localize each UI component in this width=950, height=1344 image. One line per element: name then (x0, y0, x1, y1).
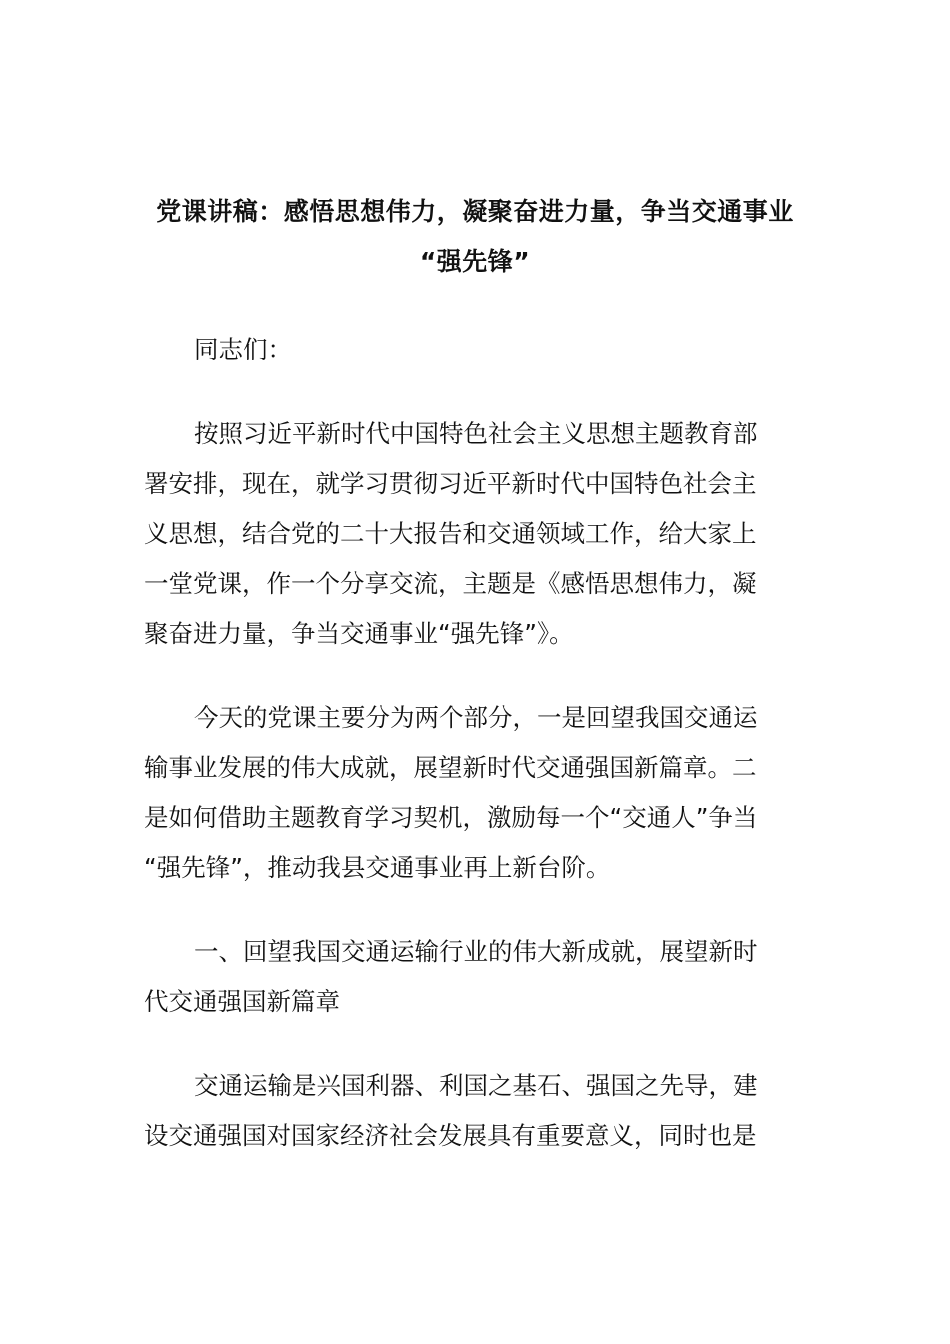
salutation-text: 同志们： (194, 335, 292, 364)
paragraph-line: 署安排，现在，就学习贯彻习近平新时代中国特色社会主 (144, 469, 757, 498)
document-title-line-2: “强先锋” (419, 247, 531, 276)
paragraph-line: 交通运输是兴国利器、利国之基石、强国之先导，建 (194, 1071, 758, 1100)
section-heading-1 (144, 927, 794, 1027)
paragraph-intro (144, 409, 794, 659)
paragraph-line: 按照习近平新时代中国特色社会主义思想主题教育部 (194, 419, 758, 448)
paragraph-line: 输事业发展的伟大成就，展望新时代交通强国新篇章。二 (144, 753, 757, 782)
paragraph-line: 聚奋进力量，争当交通事业“强先锋”》。 (144, 619, 574, 648)
paragraph-line: 代交通强国新篇章 (144, 987, 340, 1016)
paragraph-line: 义思想，结合党的二十大报告和交通领域工作，给大家上 (144, 519, 757, 548)
paragraph-line: 一堂党课，作一个分享交流，主题是《感悟思想伟力，凝 (144, 569, 757, 598)
salutation (144, 325, 794, 375)
paragraph-line: 一、回望我国交通运输行业的伟大新成就，展望新时 (194, 937, 758, 966)
paragraph-line: “强先锋”，推动我县交通事业再上新台阶。 (144, 853, 611, 882)
paragraph-line: 是如何借助主题教育学习契机，激励每一个“交通人”争当 (144, 803, 758, 832)
paragraph-outline (144, 693, 794, 893)
paragraph-section-1 (144, 1061, 794, 1161)
document-title-line-1: 党课讲稿：感悟思想伟力，凝聚奋进力量，争当交通事业 (156, 197, 794, 226)
paragraph-line: 设交通强国对国家经济社会发展具有重要意义，同时也是 (144, 1121, 757, 1150)
paragraph-line: 今天的党课主要分为两个部分，一是回望我国交通运 (194, 703, 758, 732)
